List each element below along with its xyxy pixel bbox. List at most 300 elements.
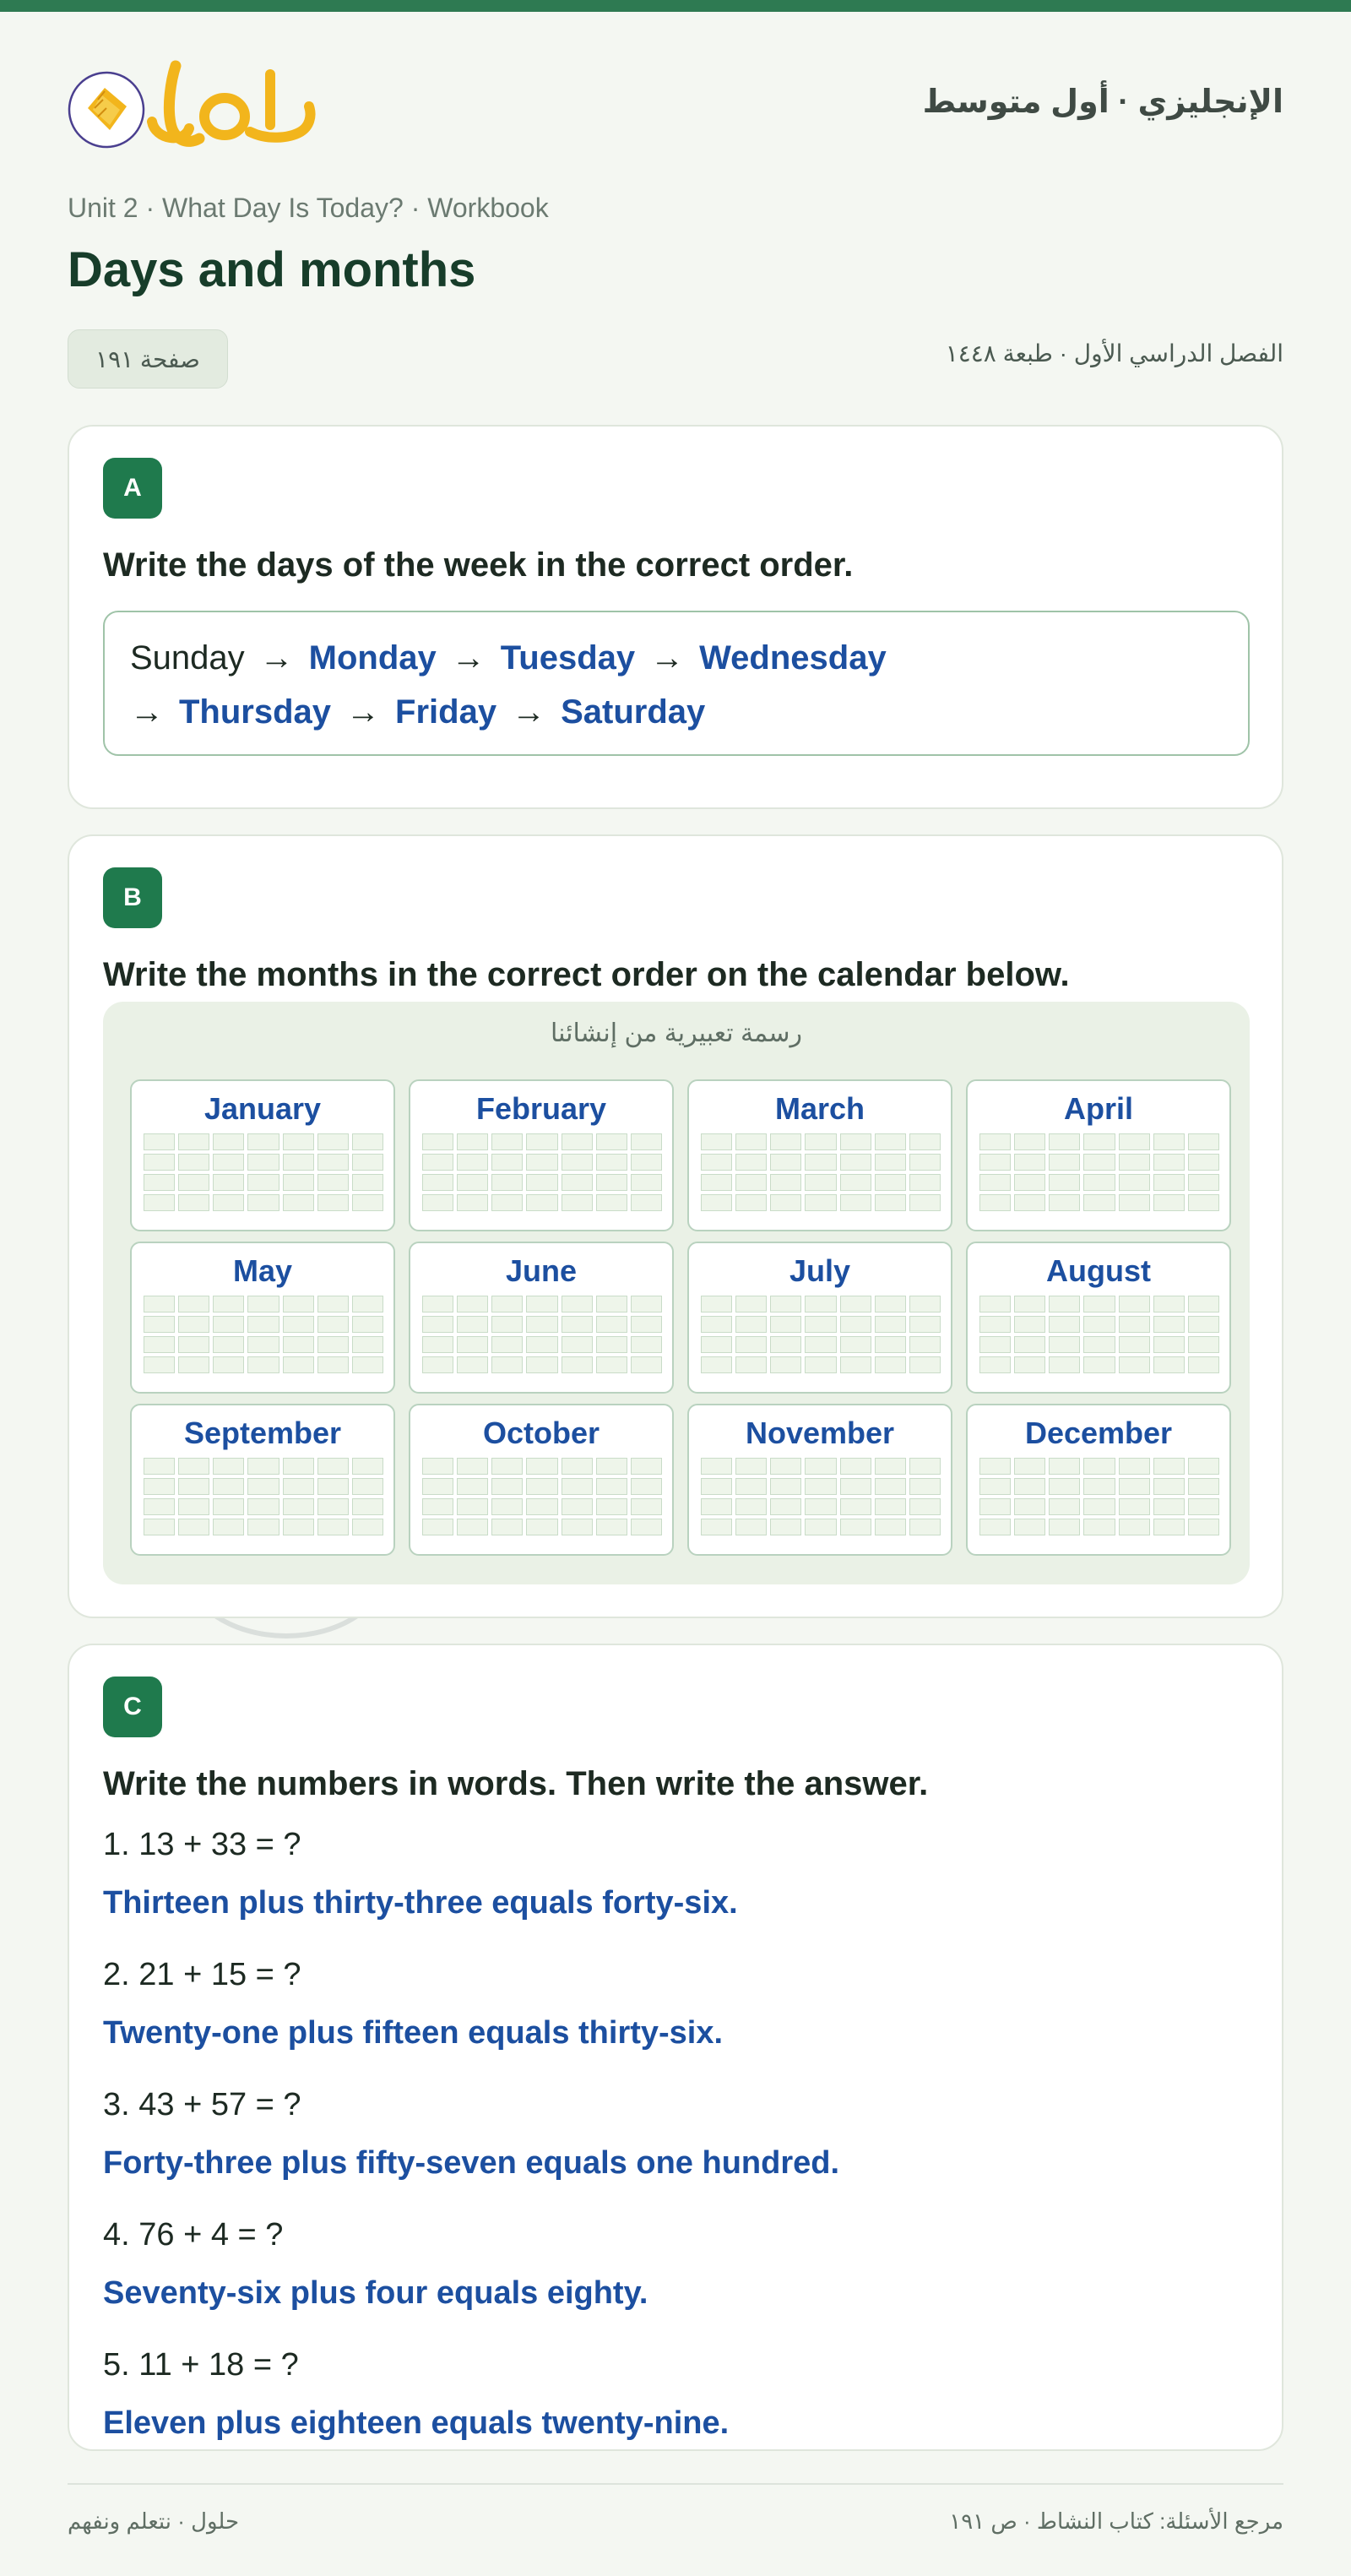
day-cell xyxy=(283,1458,314,1475)
day-cell xyxy=(805,1498,836,1515)
day-cell xyxy=(178,1174,209,1191)
day-cell xyxy=(526,1478,557,1495)
day-cell xyxy=(770,1174,801,1191)
day-cell xyxy=(701,1458,732,1475)
day-cell xyxy=(701,1316,732,1333)
month-day-grid xyxy=(144,1458,383,1535)
day-cell xyxy=(457,1458,488,1475)
day-cell xyxy=(247,1458,279,1475)
month-name: February xyxy=(475,1091,607,1126)
day-cell xyxy=(422,1133,453,1150)
day-cell xyxy=(317,1316,349,1333)
day-cell xyxy=(422,1356,453,1373)
answer-text: Forty-three plus fifty-seven equals one hundred. xyxy=(103,2145,840,2181)
day-cell xyxy=(701,1133,732,1150)
day-cell xyxy=(1049,1519,1080,1535)
day-cell xyxy=(247,1356,279,1373)
day-cell xyxy=(979,1194,1011,1211)
day-cell xyxy=(1049,1194,1080,1211)
day-cell xyxy=(352,1498,383,1515)
answer-text: Twenty-one plus fifteen equals thirty-six. xyxy=(103,2015,724,2051)
day-cell xyxy=(526,1458,557,1475)
month-name: May xyxy=(232,1253,293,1288)
day-cell xyxy=(875,1194,906,1211)
day-cell xyxy=(562,1154,593,1171)
day-cell xyxy=(701,1498,732,1515)
footer-reference: مرجع الأسئلة: كتاب النشاط · ص ١٩١ xyxy=(949,2508,1283,2534)
day-cell xyxy=(491,1174,523,1191)
day-cell xyxy=(840,1336,871,1353)
day-cell xyxy=(909,1194,941,1211)
day-cell xyxy=(526,1194,557,1211)
day-cell xyxy=(875,1356,906,1373)
day-cell xyxy=(317,1336,349,1353)
day-cell xyxy=(1049,1296,1080,1312)
day-cell xyxy=(1188,1133,1219,1150)
day-cell xyxy=(701,1194,732,1211)
section-instruction: Write the numbers in words. Then write the answer. xyxy=(103,1765,929,1802)
day-cell xyxy=(1014,1194,1045,1211)
answer-day: Monday xyxy=(308,639,437,677)
day-cell xyxy=(840,1194,871,1211)
day-cell xyxy=(805,1133,836,1150)
day-cell xyxy=(247,1519,279,1535)
day-cell xyxy=(562,1519,593,1535)
day-cell xyxy=(875,1316,906,1333)
day-cell xyxy=(596,1356,627,1373)
day-cell xyxy=(1014,1174,1045,1191)
question-item xyxy=(103,1953,1250,2061)
day-cell xyxy=(457,1498,488,1515)
day-cell xyxy=(213,1519,244,1535)
day-cell xyxy=(422,1498,453,1515)
day-cell xyxy=(596,1478,627,1495)
day-cell xyxy=(491,1356,523,1373)
day-cell xyxy=(840,1133,871,1150)
day-cell xyxy=(1153,1498,1185,1515)
header xyxy=(68,57,1283,152)
day-cell xyxy=(213,1356,244,1373)
day-cell xyxy=(1119,1154,1150,1171)
month-name: April xyxy=(1063,1091,1133,1126)
day-cell xyxy=(1049,1336,1080,1353)
day-cell xyxy=(144,1133,175,1150)
month-day-grid xyxy=(979,1296,1219,1373)
day-cell xyxy=(144,1478,175,1495)
day-cell xyxy=(1119,1336,1150,1353)
day-cell xyxy=(875,1519,906,1535)
month-day-grid xyxy=(701,1296,941,1373)
day-cell xyxy=(526,1316,557,1333)
month-name: October xyxy=(482,1416,600,1450)
question-text: 1. 13 + 33 = ? xyxy=(103,1827,301,1862)
day-cell xyxy=(701,1519,732,1535)
day-cell xyxy=(422,1478,453,1495)
month-name: March xyxy=(774,1091,865,1126)
day-cell xyxy=(562,1458,593,1475)
day-cell xyxy=(1153,1356,1185,1373)
day-cell xyxy=(840,1478,871,1495)
day-cell xyxy=(144,1356,175,1373)
day-cell xyxy=(283,1194,314,1211)
day-cell xyxy=(631,1316,662,1333)
day-cell xyxy=(701,1154,732,1171)
day-cell xyxy=(422,1174,453,1191)
day-cell xyxy=(178,1356,209,1373)
day-cell xyxy=(1049,1356,1080,1373)
day-cell xyxy=(1083,1194,1115,1211)
day-cell xyxy=(1119,1316,1150,1333)
brand-title: الإنجليزي · أول متوسط xyxy=(922,84,1283,120)
day-cell xyxy=(562,1194,593,1211)
day-cell xyxy=(178,1519,209,1535)
day-cell xyxy=(457,1133,488,1150)
day-cell xyxy=(805,1296,836,1312)
day-cell xyxy=(491,1154,523,1171)
day-cell xyxy=(178,1194,209,1211)
calendar-illustration xyxy=(103,1002,1250,1584)
month-day-grid xyxy=(422,1133,662,1211)
day-cell xyxy=(1049,1458,1080,1475)
day-cell xyxy=(422,1458,453,1475)
day-cell xyxy=(1153,1194,1185,1211)
day-cell xyxy=(1119,1356,1150,1373)
section-badge: C xyxy=(103,1677,162,1737)
day-cell xyxy=(562,1316,593,1333)
day-cell xyxy=(1083,1316,1115,1333)
day-cell xyxy=(352,1336,383,1353)
day-cell xyxy=(909,1154,941,1171)
day-cell xyxy=(317,1356,349,1373)
day-cell xyxy=(1119,1174,1150,1191)
day-cell xyxy=(457,1478,488,1495)
answer-day: Friday xyxy=(395,693,497,731)
day-cell xyxy=(1188,1316,1219,1333)
day-cell xyxy=(1119,1194,1150,1211)
day-cell xyxy=(1083,1478,1115,1495)
day-cell xyxy=(1014,1356,1045,1373)
day-cell xyxy=(144,1316,175,1333)
question-text: 5. 11 + 18 = ? xyxy=(103,2347,299,2383)
day-cell xyxy=(178,1336,209,1353)
day-cell xyxy=(735,1336,767,1353)
month-card xyxy=(687,1404,952,1556)
day-cell xyxy=(596,1316,627,1333)
day-cell xyxy=(1153,1296,1185,1312)
site-logo[interactable] xyxy=(68,57,321,152)
day-cell xyxy=(909,1336,941,1353)
day-cell xyxy=(631,1498,662,1515)
day-cell xyxy=(213,1458,244,1475)
day-cell xyxy=(596,1519,627,1535)
day-cell xyxy=(144,1194,175,1211)
day-cell xyxy=(631,1478,662,1495)
day-cell xyxy=(875,1336,906,1353)
day-cell xyxy=(526,1296,557,1312)
day-cell xyxy=(213,1133,244,1150)
day-cell xyxy=(422,1194,453,1211)
day-cell xyxy=(562,1133,593,1150)
day-cell xyxy=(144,1154,175,1171)
day-cell xyxy=(491,1478,523,1495)
day-cell xyxy=(1119,1133,1150,1150)
day-cell xyxy=(213,1296,244,1312)
day-cell xyxy=(909,1296,941,1312)
month-name: September xyxy=(183,1416,342,1450)
day-cell xyxy=(213,1174,244,1191)
month-card xyxy=(409,1242,674,1394)
month-card xyxy=(130,1404,395,1556)
day-cell xyxy=(909,1458,941,1475)
month-day-grid xyxy=(422,1458,662,1535)
day-cell xyxy=(1188,1194,1219,1211)
day-cell xyxy=(979,1356,1011,1373)
day-cell xyxy=(805,1458,836,1475)
day-cell xyxy=(1153,1519,1185,1535)
question-item xyxy=(103,1823,1250,1931)
day-cell xyxy=(979,1458,1011,1475)
day-cell xyxy=(317,1519,349,1535)
arrow-icon: → xyxy=(650,639,685,677)
day-cell xyxy=(735,1478,767,1495)
arrow-icon: → xyxy=(130,693,164,731)
day-cell xyxy=(979,1133,1011,1150)
day-cell xyxy=(247,1498,279,1515)
day-cell xyxy=(352,1194,383,1211)
section-badge: B xyxy=(103,867,162,928)
question-list xyxy=(103,1823,1250,2473)
day-cell xyxy=(1188,1519,1219,1535)
day-cell xyxy=(144,1336,175,1353)
month-card xyxy=(130,1079,395,1231)
day-cell xyxy=(1083,1174,1115,1191)
day-cell xyxy=(457,1194,488,1211)
day-cell xyxy=(1083,1133,1115,1150)
day-cell xyxy=(770,1519,801,1535)
month-card xyxy=(687,1079,952,1231)
answer-text: Seventy-six plus four equals eighty. xyxy=(103,2275,648,2311)
day-cell xyxy=(631,1336,662,1353)
month-day-grid xyxy=(422,1296,662,1373)
day-cell xyxy=(144,1498,175,1515)
day-cell xyxy=(317,1478,349,1495)
question-item xyxy=(103,2213,1250,2321)
day-cell xyxy=(1014,1154,1045,1171)
day-cell xyxy=(352,1316,383,1333)
arrow-icon: → xyxy=(259,639,294,677)
day-cell xyxy=(491,1336,523,1353)
day-cell xyxy=(491,1133,523,1150)
day-cell xyxy=(1119,1458,1150,1475)
day-cell xyxy=(770,1336,801,1353)
day-cell xyxy=(526,1174,557,1191)
day-cell xyxy=(631,1296,662,1312)
day-cell xyxy=(979,1154,1011,1171)
day-cell xyxy=(1188,1174,1219,1191)
day-cell xyxy=(631,1194,662,1211)
day-cell xyxy=(457,1356,488,1373)
day-cell xyxy=(562,1296,593,1312)
month-name: November xyxy=(745,1416,895,1450)
day-cell xyxy=(1188,1458,1219,1475)
illustration-note: رسمة تعبيرية من إنشائنا xyxy=(550,1019,802,1047)
day-cell xyxy=(701,1336,732,1353)
day-cell xyxy=(979,1174,1011,1191)
day-cell xyxy=(213,1498,244,1515)
day-cell xyxy=(701,1356,732,1373)
day-cell xyxy=(701,1174,732,1191)
day-cell xyxy=(596,1296,627,1312)
day-cell xyxy=(352,1174,383,1191)
day-cell xyxy=(352,1154,383,1171)
day-cell xyxy=(1153,1478,1185,1495)
day-cell xyxy=(526,1133,557,1150)
day-cell xyxy=(491,1316,523,1333)
footer-brand: حلول · نتعلم ونفهم xyxy=(68,2508,240,2534)
day-cell xyxy=(283,1478,314,1495)
page-title: Days and months xyxy=(68,242,476,297)
question-text: 2. 21 + 15 = ? xyxy=(103,1957,301,1992)
day-cell xyxy=(979,1498,1011,1515)
answer-day: Thursday xyxy=(179,693,332,731)
day-cell xyxy=(422,1519,453,1535)
day-cell xyxy=(213,1478,244,1495)
day-cell xyxy=(1153,1133,1185,1150)
day-cell xyxy=(770,1296,801,1312)
section-badge: A xyxy=(103,458,162,519)
day-cell xyxy=(805,1174,836,1191)
month-card xyxy=(966,1242,1231,1394)
day-cell xyxy=(1188,1296,1219,1312)
day-cell xyxy=(805,1336,836,1353)
question-text: 3. 43 + 57 = ? xyxy=(103,2087,301,2122)
logo-icon xyxy=(68,57,321,152)
day-cell xyxy=(1119,1519,1150,1535)
day-cell xyxy=(735,1296,767,1312)
day-cell xyxy=(144,1296,175,1312)
day-cell xyxy=(1014,1336,1045,1353)
day-cell xyxy=(491,1194,523,1211)
day-cell xyxy=(875,1478,906,1495)
day-cell xyxy=(735,1498,767,1515)
day-cell xyxy=(317,1174,349,1191)
day-cell xyxy=(805,1478,836,1495)
day-cell xyxy=(283,1316,314,1333)
day-cell xyxy=(840,1296,871,1312)
answer-day: Saturday xyxy=(561,693,706,731)
days-answer-box xyxy=(103,611,1250,756)
day-cell xyxy=(735,1154,767,1171)
day-cell xyxy=(317,1458,349,1475)
day-cell xyxy=(596,1458,627,1475)
day-cell xyxy=(526,1498,557,1515)
day-cell xyxy=(805,1519,836,1535)
day-cell xyxy=(840,1174,871,1191)
day-cell xyxy=(247,1154,279,1171)
day-cell xyxy=(631,1133,662,1150)
day-cell xyxy=(283,1356,314,1373)
day-cell xyxy=(1049,1154,1080,1171)
day-cell xyxy=(631,1458,662,1475)
day-cell xyxy=(1153,1336,1185,1353)
day-cell xyxy=(770,1133,801,1150)
given-day: Sunday xyxy=(130,639,245,677)
month-day-grid xyxy=(979,1458,1219,1535)
day-cell xyxy=(178,1498,209,1515)
day-cell xyxy=(1083,1498,1115,1515)
month-card xyxy=(409,1079,674,1231)
month-day-grid xyxy=(979,1133,1219,1211)
day-cell xyxy=(562,1498,593,1515)
month-name: August xyxy=(1046,1253,1151,1288)
day-cell xyxy=(562,1478,593,1495)
day-cell xyxy=(1188,1498,1219,1515)
section-instruction: Write the days of the week in the correct order. xyxy=(103,546,854,584)
day-cell xyxy=(735,1356,767,1373)
month-day-grid xyxy=(701,1458,941,1535)
day-cell xyxy=(1119,1478,1150,1495)
day-cell xyxy=(1153,1458,1185,1475)
day-cell xyxy=(631,1174,662,1191)
day-cell xyxy=(805,1316,836,1333)
month-day-grid xyxy=(701,1133,941,1211)
day-cell xyxy=(178,1296,209,1312)
day-cell xyxy=(526,1336,557,1353)
day-cell xyxy=(457,1174,488,1191)
day-cell xyxy=(352,1519,383,1535)
day-cell xyxy=(735,1458,767,1475)
day-cell xyxy=(178,1316,209,1333)
day-cell xyxy=(213,1316,244,1333)
month-name: January xyxy=(203,1091,322,1126)
day-cell xyxy=(840,1519,871,1535)
edition-info: الفصل الدراسي الأول · طبعة ١٤٤٨ xyxy=(945,340,1283,367)
day-cell xyxy=(1119,1296,1150,1312)
day-cell xyxy=(247,1194,279,1211)
day-cell xyxy=(178,1133,209,1150)
day-cell xyxy=(735,1174,767,1191)
section-a-card xyxy=(68,425,1283,809)
day-cell xyxy=(144,1174,175,1191)
day-cell xyxy=(491,1458,523,1475)
top-accent-bar xyxy=(0,0,1351,12)
day-cell xyxy=(178,1478,209,1495)
day-cell xyxy=(1153,1154,1185,1171)
day-cell xyxy=(875,1133,906,1150)
day-cell xyxy=(1083,1296,1115,1312)
day-cell xyxy=(457,1336,488,1353)
day-cell xyxy=(457,1316,488,1333)
day-cell xyxy=(1049,1478,1080,1495)
day-cell xyxy=(213,1154,244,1171)
breadcrumb: Unit 2 · What Day Is Today? · Workbook xyxy=(68,193,549,223)
day-cell xyxy=(1083,1458,1115,1475)
day-cell xyxy=(283,1498,314,1515)
day-cell xyxy=(562,1356,593,1373)
day-cell xyxy=(247,1336,279,1353)
section-c-card xyxy=(68,1644,1283,2451)
question-item xyxy=(103,2083,1250,2191)
day-cell xyxy=(735,1133,767,1150)
arrow-icon: → xyxy=(451,639,486,677)
day-cell xyxy=(178,1154,209,1171)
day-cell xyxy=(909,1519,941,1535)
day-cell xyxy=(840,1154,871,1171)
day-cell xyxy=(979,1336,1011,1353)
month-day-grid xyxy=(144,1296,383,1373)
day-cell xyxy=(1083,1336,1115,1353)
day-cell xyxy=(735,1519,767,1535)
